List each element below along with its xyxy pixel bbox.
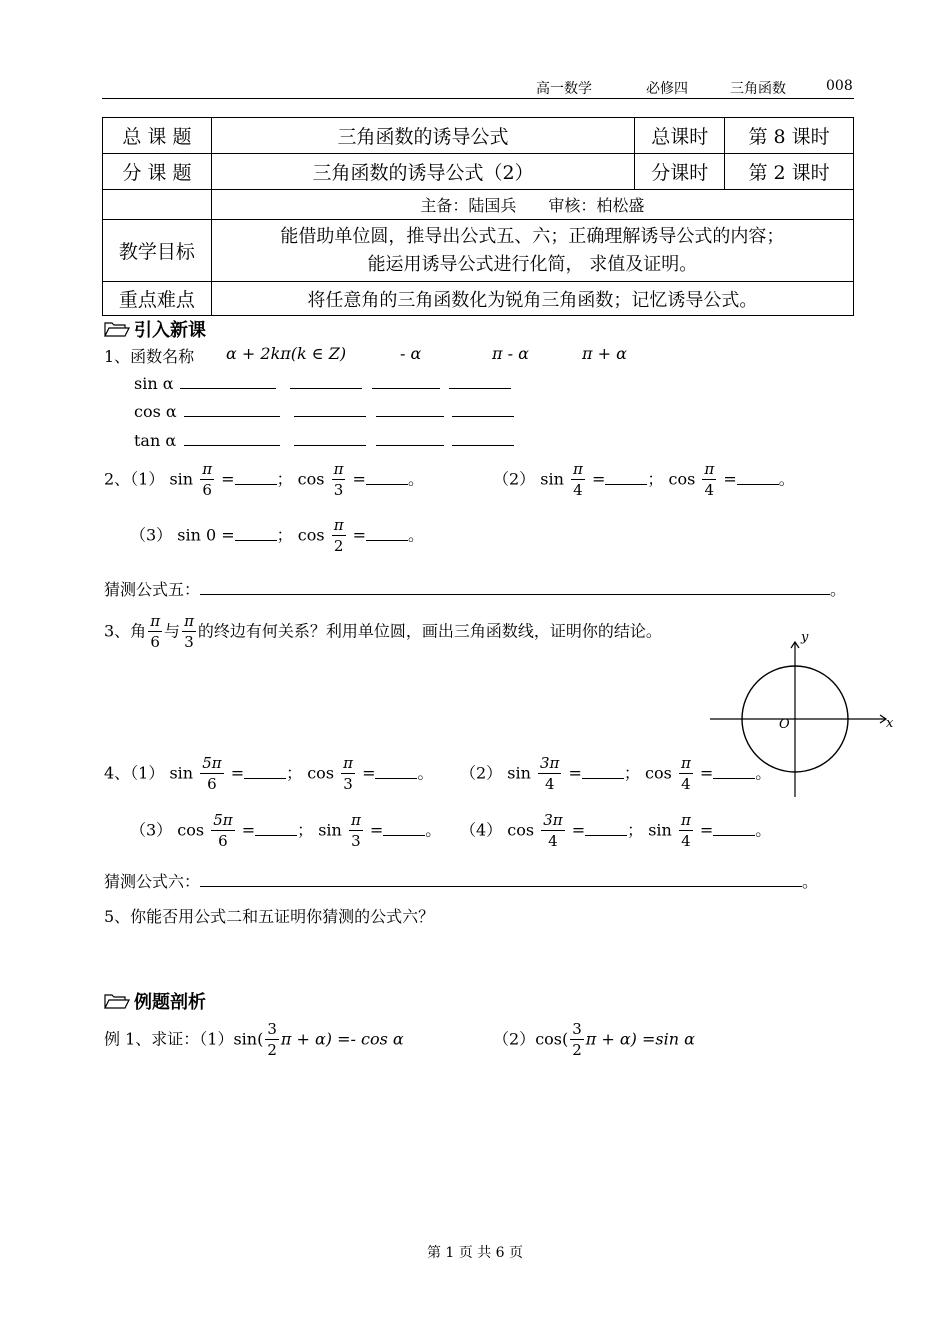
q1-row-cos: cos α <box>134 402 177 421</box>
fraction: $\frac{\pi}{4}$ <box>704 460 715 499</box>
fraction: $\frac{3}{2}$ <box>267 1020 277 1059</box>
answer-blank[interactable] <box>605 484 647 485</box>
q1-col3: π - α <box>492 344 529 363</box>
fraction: $\frac{3}{2}$ <box>572 1020 582 1059</box>
answer-blank[interactable] <box>585 835 627 836</box>
blank-line[interactable] <box>290 388 362 389</box>
origin-label: O <box>779 717 790 732</box>
info-table <box>102 117 854 316</box>
value-sub-topic: 三角函数的诱导公式（2） <box>211 154 634 190</box>
section-examples <box>104 988 206 1014</box>
blank-line[interactable] <box>452 445 514 446</box>
q5: 5、你能否用公式二和五证明你猜测的公式六？ <box>104 907 435 926</box>
y-axis-label: y <box>801 630 809 645</box>
fraction: $\frac{\pi}{3}$ <box>343 754 353 793</box>
q3: 3、角 $\frac{\pi}{6}$ 与 $\frac{\pi}{3}$ 的终边有何关系？利用单位圆，画出三角函数线，证明你的结论。 <box>104 612 662 651</box>
value-total-hours: 第 8 课时 <box>725 118 854 154</box>
blank-line[interactable] <box>372 388 440 389</box>
fraction: $\frac{5\pi}{6}$ <box>213 811 233 850</box>
key-points: 将任意角的三角函数化为锐角三角函数；记忆诱导公式。 <box>211 282 853 316</box>
goals-line-2: 能运用诱导公式进行化简， 求值及证明。 <box>367 253 698 275</box>
label-goals: 教学目标 <box>103 220 212 282</box>
answer-blank[interactable] <box>737 484 779 485</box>
fraction: $\frac{3\pi}{4}$ <box>543 811 563 850</box>
label-sub-hours: 分课时 <box>635 154 725 190</box>
fraction: $\frac{\pi}{3}$ <box>333 460 344 499</box>
q1-col1: α + 2kπ(k ∈ Z) <box>226 344 347 363</box>
answer-blank[interactable] <box>366 540 408 541</box>
blank-line[interactable] <box>184 445 280 446</box>
fraction: $\frac{\pi}{6}$ <box>202 460 213 499</box>
q1-col2: - α <box>400 344 422 363</box>
q1-row-sin: sin α <box>134 374 174 393</box>
label-total-topic: 总 课 题 <box>103 118 212 154</box>
q4-line-1: 4、（1） sin $\frac{5\pi}{6}$ = ； cos $\frac{\pi}{3}$ = 。 <box>104 754 434 793</box>
blank-line[interactable] <box>376 416 444 417</box>
fraction: $\frac{\pi}{6}$ <box>150 612 161 651</box>
q1-col4: π + α <box>582 344 627 363</box>
header-rule <box>102 98 854 99</box>
q2-line-1: 2、（1） sin $\frac{\pi}{6}$ = ； cos $\frac{\pi}{3}$ = 。 <box>104 460 424 499</box>
blank-line[interactable] <box>449 388 511 389</box>
example-1-part-2: （2）cos( $\frac{3}{2}$ π + α) =sin α <box>493 1020 695 1059</box>
q1-row-tan: tan α <box>134 431 177 450</box>
header-chapter: 三角函数 <box>730 81 786 97</box>
section-intro <box>104 316 206 342</box>
answer-blank[interactable] <box>366 484 408 485</box>
answer-blank[interactable] <box>235 540 277 541</box>
q2-line-2: （3） sin 0 = ； cos $\frac{\pi}{2}$ = 。 <box>130 516 425 555</box>
blank-line[interactable] <box>294 445 366 446</box>
x-axis-label: x <box>886 716 894 731</box>
fraction: $\frac{\pi}{4}$ <box>680 754 691 793</box>
value-total-topic: 三角函数的诱导公式 <box>211 118 634 154</box>
header-book: 必修四 <box>646 81 688 97</box>
page-footer: 第 1 页 共 6 页 <box>426 1245 524 1261</box>
value-sub-hours: 第 2 课时 <box>725 154 854 190</box>
answer-blank[interactable] <box>713 835 755 836</box>
folder-icon <box>104 993 130 1014</box>
q1-label: 1、函数名称 <box>104 347 195 366</box>
section-examples-title: 例题剖析 <box>134 992 206 1013</box>
fraction: $\frac{\pi}{2}$ <box>333 516 344 555</box>
guess5-blank[interactable] <box>200 594 830 595</box>
goals-line-1: 能借助单位圆，推导出公式五、六；正确理解诱导公式的内容； <box>280 225 785 247</box>
header-number: 008 <box>826 78 853 94</box>
q4-line-2b: （4） cos $\frac{3\pi}{4}$ = ； sin $\frac{\pi}{4}$ = 。 <box>460 811 772 850</box>
blank-line[interactable] <box>452 416 514 417</box>
q4-line-2: （3） cos $\frac{5\pi}{6}$ = ； sin $\frac{\pi}{3}$ = 。 <box>130 811 442 850</box>
q2-line-1b: （2） sin $\frac{\pi}{4}$ = ； cos $\frac{\pi}{4}$ = 。 <box>493 460 795 499</box>
guess-formula-5: 猜测公式五： 。 <box>104 580 847 599</box>
blank-line[interactable] <box>180 388 276 389</box>
authors: 主备：陆国兵 审核：柏松盛 <box>211 190 853 220</box>
fraction: $\frac{\pi}{3}$ <box>184 612 194 651</box>
answer-blank[interactable] <box>582 778 624 779</box>
section-intro-title: 引入新课 <box>134 320 206 341</box>
goals <box>211 220 853 282</box>
answer-blank[interactable] <box>235 484 277 485</box>
label-total-hours: 总课时 <box>635 118 725 154</box>
q4-line-1b: （2） sin $\frac{3\pi}{4}$ = ； cos $\frac{\pi}{4}$ = 。 <box>460 754 772 793</box>
answer-blank[interactable] <box>383 835 425 836</box>
answer-blank[interactable] <box>244 778 286 779</box>
folder-icon <box>104 321 130 342</box>
example-1: 例 1、求证：（1）sin( $\frac{3}{2}$ π + α) =- cos α <box>104 1020 404 1059</box>
blank-line[interactable] <box>184 416 280 417</box>
fraction: $\frac{3\pi}{4}$ <box>540 754 560 793</box>
label-key: 重点难点 <box>103 282 212 316</box>
header-subject: 高一数学 <box>536 81 592 97</box>
blank-line[interactable] <box>376 445 444 446</box>
blank-line[interactable] <box>294 416 366 417</box>
fraction: $\frac{\pi}{4}$ <box>573 460 583 499</box>
guess-formula-6: 猜测公式六： 。 <box>104 872 819 891</box>
answer-blank[interactable] <box>255 835 297 836</box>
answer-blank[interactable] <box>375 778 417 779</box>
fraction: $\frac{5\pi}{6}$ <box>202 754 222 793</box>
fraction: $\frac{\pi}{3}$ <box>350 811 361 850</box>
guess6-blank[interactable] <box>200 886 802 887</box>
answer-blank[interactable] <box>713 778 755 779</box>
fraction: $\frac{\pi}{4}$ <box>680 811 691 850</box>
label-sub-topic: 分 课 题 <box>103 154 212 190</box>
